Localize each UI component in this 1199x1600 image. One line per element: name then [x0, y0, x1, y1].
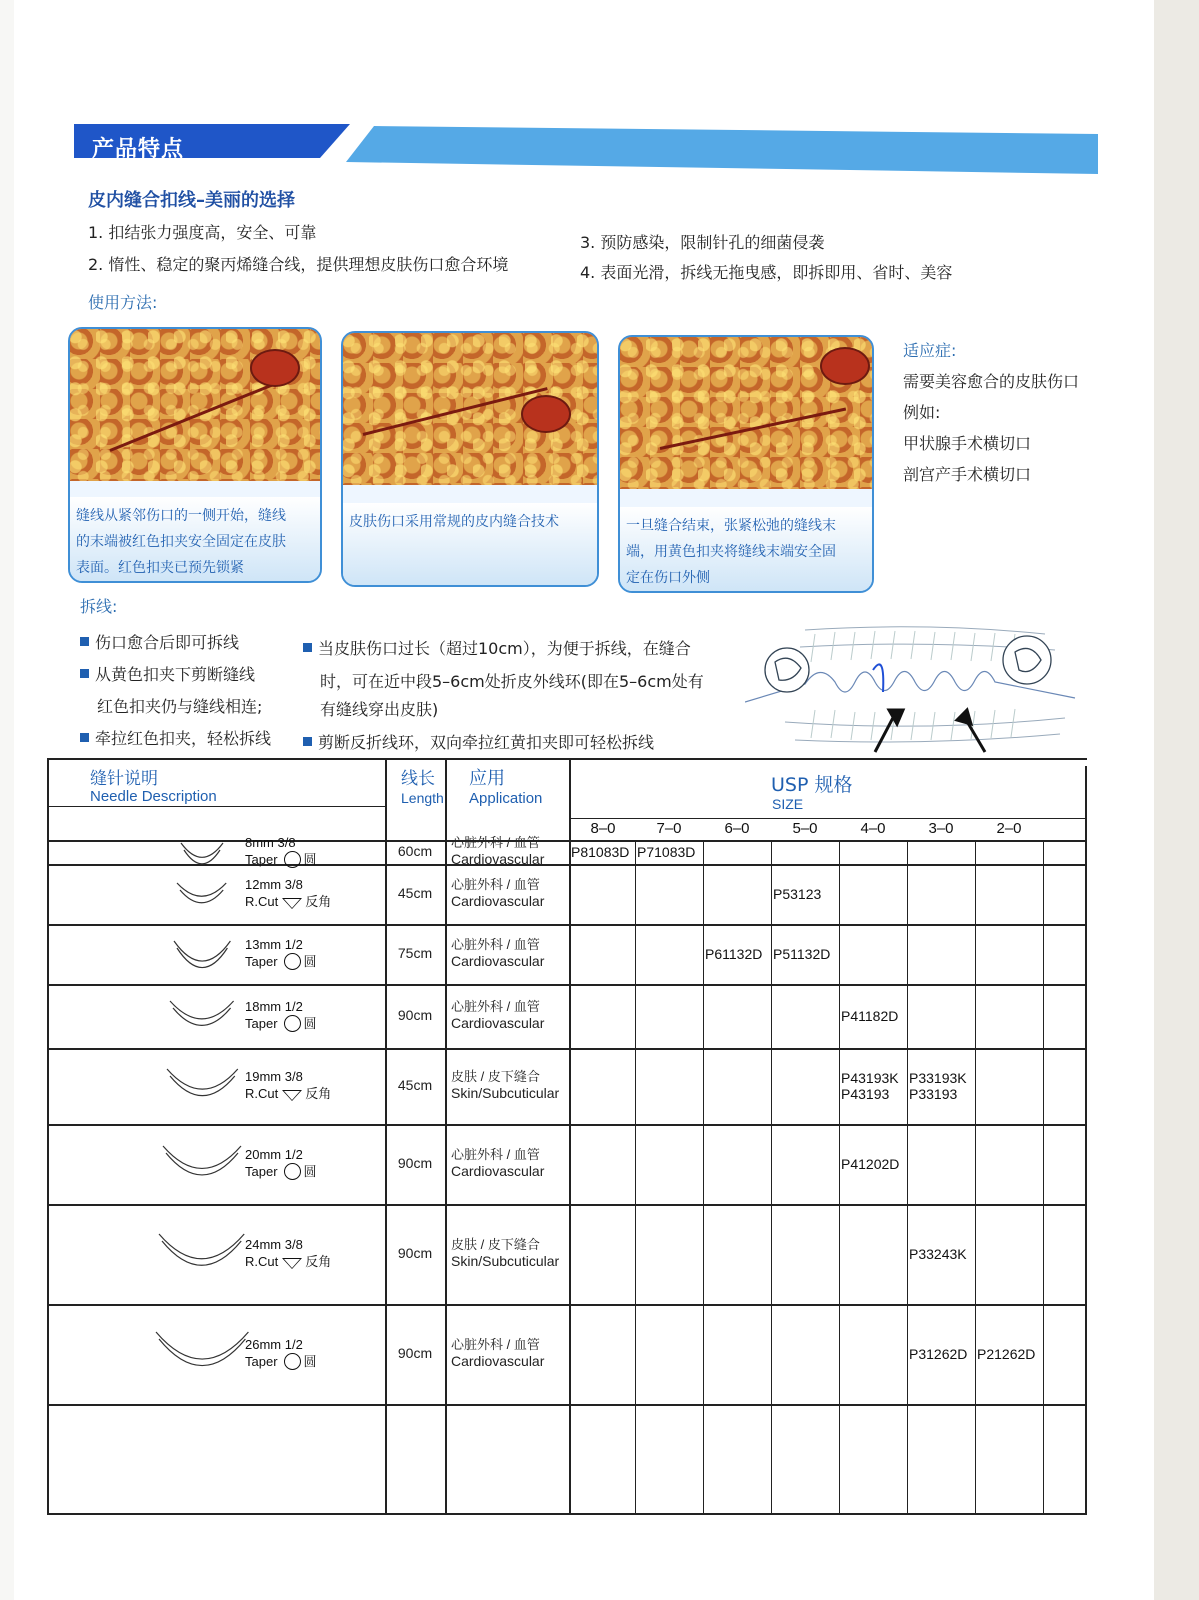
needle-icon — [169, 936, 235, 974]
col-line — [445, 758, 447, 1513]
size-header: 4–0 — [860, 820, 886, 837]
application-cell: 心脏外科 / 血管 Cardiovascular — [451, 999, 545, 1031]
application-cell: 皮肤 / 皮下缝合 Skin/Subcuticular — [451, 1237, 560, 1269]
red-clip — [521, 395, 571, 433]
col-line — [771, 840, 772, 1513]
usage-label: 使用方法: — [88, 293, 158, 312]
needle-description: 12mm 3/8 R.Cut 反角 — [245, 877, 332, 909]
application-cell: 心脏外科 / 血管 Cardiovascular — [451, 937, 545, 969]
photo-caption: 一旦缝合结束，张紧松弛的缝线末 端，用黄色扣夹将缝线末端安全固 定在伤口外侧 — [620, 507, 872, 591]
scan-edge — [1154, 0, 1199, 1600]
usage-photo-2 — [341, 331, 599, 587]
table-border — [47, 758, 1087, 760]
header-length-en: Length — [401, 790, 444, 806]
circle-icon — [284, 1015, 301, 1032]
photo-caption: 缝线从紧邻伤口的一侧开始，缝线 的末端被红色扣夹安全固定在皮肤 表面。红色扣夹已预先锁紧 — [70, 497, 320, 581]
incision-line — [109, 378, 286, 452]
indication-line: 例如: — [903, 403, 941, 422]
application-cell: 心脏外科 / 血管 Cardiovascular — [451, 877, 545, 909]
application-cell: 心脏外科 / 血管 Cardiovascular — [451, 835, 545, 867]
specification-table — [47, 758, 1087, 1513]
removal-bullet: 当皮肤伤口过长（超过10cm），为便于拆线，在缝合 — [303, 636, 691, 659]
removal-text: 有缝线穿出皮肤) — [320, 700, 439, 719]
header-size: SIZE — [772, 796, 804, 812]
incision-line — [660, 408, 846, 450]
table-border — [1085, 766, 1087, 1515]
section-subtitle: 皮内缝合扣线–美丽的选择 — [88, 190, 295, 211]
size-code: P51132D — [773, 946, 831, 962]
circle-icon — [284, 1163, 301, 1180]
removal-bullet: 牵拉红色扣夹，轻松拆线 — [80, 726, 271, 749]
indication-line: 甲状腺手术横切口 — [903, 434, 1032, 453]
size-code: P33243K — [909, 1246, 967, 1262]
triangle-icon — [282, 1258, 302, 1269]
header-app-cn: 应用 — [469, 768, 505, 789]
usage-photo-3 — [618, 335, 874, 593]
indication-title: 适应症: — [903, 341, 957, 360]
indication-line: 需要美容愈合的皮肤伤口 — [903, 372, 1080, 391]
needle-icon — [154, 1229, 249, 1282]
size-code: P81083D — [571, 844, 630, 860]
size-code: P71083D — [637, 844, 696, 860]
col-line — [839, 840, 840, 1513]
col-line — [1043, 840, 1044, 1513]
row-line — [47, 1048, 1087, 1050]
needle-icon — [151, 1327, 253, 1383]
col-line — [569, 758, 571, 1513]
col-line — [635, 840, 636, 1513]
removal-bullet: 伤口愈合后即可拆线 — [80, 630, 239, 653]
bullet-marker — [303, 643, 312, 652]
size-header: 2–0 — [996, 820, 1022, 837]
row-line — [47, 984, 1087, 986]
feature-2: 2. 惰性、稳定的聚丙烯缝合线，提供理想皮肤伤口愈合环境 — [88, 255, 509, 274]
needle-icon — [165, 996, 239, 1038]
row-line — [47, 924, 1087, 926]
red-clip — [820, 347, 870, 385]
red-clip — [250, 349, 300, 387]
col-line — [975, 840, 976, 1513]
bullet-marker — [80, 733, 89, 742]
needle-description: 24mm 3/8 R.Cut 反角 — [245, 1237, 332, 1269]
section-banner — [74, 124, 1098, 174]
size-code: P33193K P33193 — [909, 1070, 967, 1102]
indication-block — [903, 335, 1079, 490]
wound-photo — [343, 333, 597, 485]
circle-icon — [284, 851, 301, 868]
size-header: 7–0 — [656, 820, 682, 837]
removal-text: 红色扣夹仍与缝线相连; — [97, 697, 263, 716]
size-code: P53123 — [773, 886, 822, 902]
circle-icon — [284, 1353, 301, 1370]
application-cell: 皮肤 / 皮下缝合 Skin/Subcuticular — [451, 1069, 560, 1101]
usage-photo-1 — [68, 327, 322, 583]
header-needle-en: Needle Description — [90, 788, 217, 805]
incision-line — [363, 387, 548, 436]
needle-description: 19mm 3/8 R.Cut 反角 — [245, 1069, 332, 1101]
size-header: 5–0 — [792, 820, 818, 837]
triangle-icon — [282, 1090, 302, 1101]
removal-text: 时，可在近中段5–6cm处折皮外线环(即在5–6cm处有 — [320, 672, 704, 691]
needle-icon — [176, 838, 228, 869]
table-border — [47, 758, 49, 1515]
table-border — [47, 1513, 1087, 1515]
size-code: P31262D — [909, 1346, 968, 1362]
size-header: 3–0 — [928, 820, 954, 837]
col-line — [907, 840, 908, 1513]
size-code: P41182D — [841, 1008, 899, 1024]
header-line — [47, 806, 385, 807]
row-line — [47, 1304, 1087, 1306]
triangle-icon — [282, 898, 302, 909]
row-line — [47, 1404, 1087, 1406]
feature-3: 3. 预防感染，限制针孔的细菌侵袭 — [580, 233, 825, 252]
header-line — [569, 818, 1087, 819]
feature-4: 4. 表面光滑，拆线无拖曳感，即拆即用、省时、美容 — [580, 263, 953, 282]
circle-icon — [284, 953, 301, 970]
needle-description: 8mm 3/8 Taper 圆 — [245, 835, 317, 867]
header-app-en: Application — [469, 790, 543, 807]
size-code: P41202D — [841, 1156, 900, 1172]
bullet-marker — [303, 737, 312, 746]
needle-description: 13mm 1/2 Taper 圆 — [245, 937, 317, 969]
needle-description: 18mm 1/2 Taper 圆 — [245, 999, 317, 1031]
size-header: 6–0 — [724, 820, 750, 837]
header-needle-cn: 缝针说明 — [90, 769, 158, 789]
application-cell: 心脏外科 / 血管 Cardiovascular — [451, 1337, 545, 1369]
banner-shape — [74, 124, 1098, 174]
feature-1: 1. 扣结张力强度高，安全、可靠 — [88, 223, 317, 242]
col-line — [703, 840, 704, 1513]
needle-description: 20mm 1/2 Taper 圆 — [245, 1147, 317, 1179]
removal-bullet: 剪断反折线环，双向牵拉红黄扣夹即可轻松拆线 — [303, 730, 654, 753]
removal-bullet: 从黄色扣夹下剪断缝线 — [80, 662, 255, 685]
size-code: P43193K P43193 — [841, 1070, 899, 1102]
needle-description: 26mm 1/2 Taper 圆 — [245, 1337, 317, 1369]
wound-photo — [620, 337, 872, 489]
size-header: 8–0 — [590, 820, 616, 837]
col-line — [385, 758, 387, 1513]
header-usp: USP 规格 — [771, 774, 853, 796]
length-cell: 75cm — [397, 945, 433, 961]
wound-photo — [70, 329, 320, 481]
header-length-cn: 线长 — [401, 769, 435, 789]
removal-illustration — [745, 622, 1090, 758]
length-cell: 90cm — [397, 1345, 433, 1361]
bullet-marker — [80, 637, 89, 646]
length-cell: 90cm — [397, 1007, 433, 1023]
length-cell: 90cm — [397, 1155, 433, 1171]
removal-label: 拆线: — [80, 597, 118, 616]
bullet-marker — [80, 669, 89, 678]
indication-line: 剖宫产手术横切口 — [903, 465, 1032, 484]
size-code: P61132D — [705, 946, 763, 962]
photo-caption: 皮肤伤口采用常规的皮内缝合技术 — [343, 503, 597, 585]
size-code: P21262D — [977, 1346, 1036, 1362]
needle-icon — [162, 1064, 243, 1109]
length-cell: 45cm — [397, 885, 433, 901]
length-cell: 60cm — [397, 843, 433, 859]
application-cell: 心脏外科 / 血管 Cardiovascular — [451, 1147, 545, 1179]
row-line — [47, 1124, 1087, 1126]
banner-title: 产品特点 — [92, 137, 185, 162]
row-line — [47, 1204, 1087, 1206]
needle-icon — [158, 1141, 246, 1190]
length-cell: 45cm — [397, 1077, 433, 1093]
length-cell: 90cm — [397, 1245, 433, 1261]
needle-icon — [172, 878, 231, 913]
